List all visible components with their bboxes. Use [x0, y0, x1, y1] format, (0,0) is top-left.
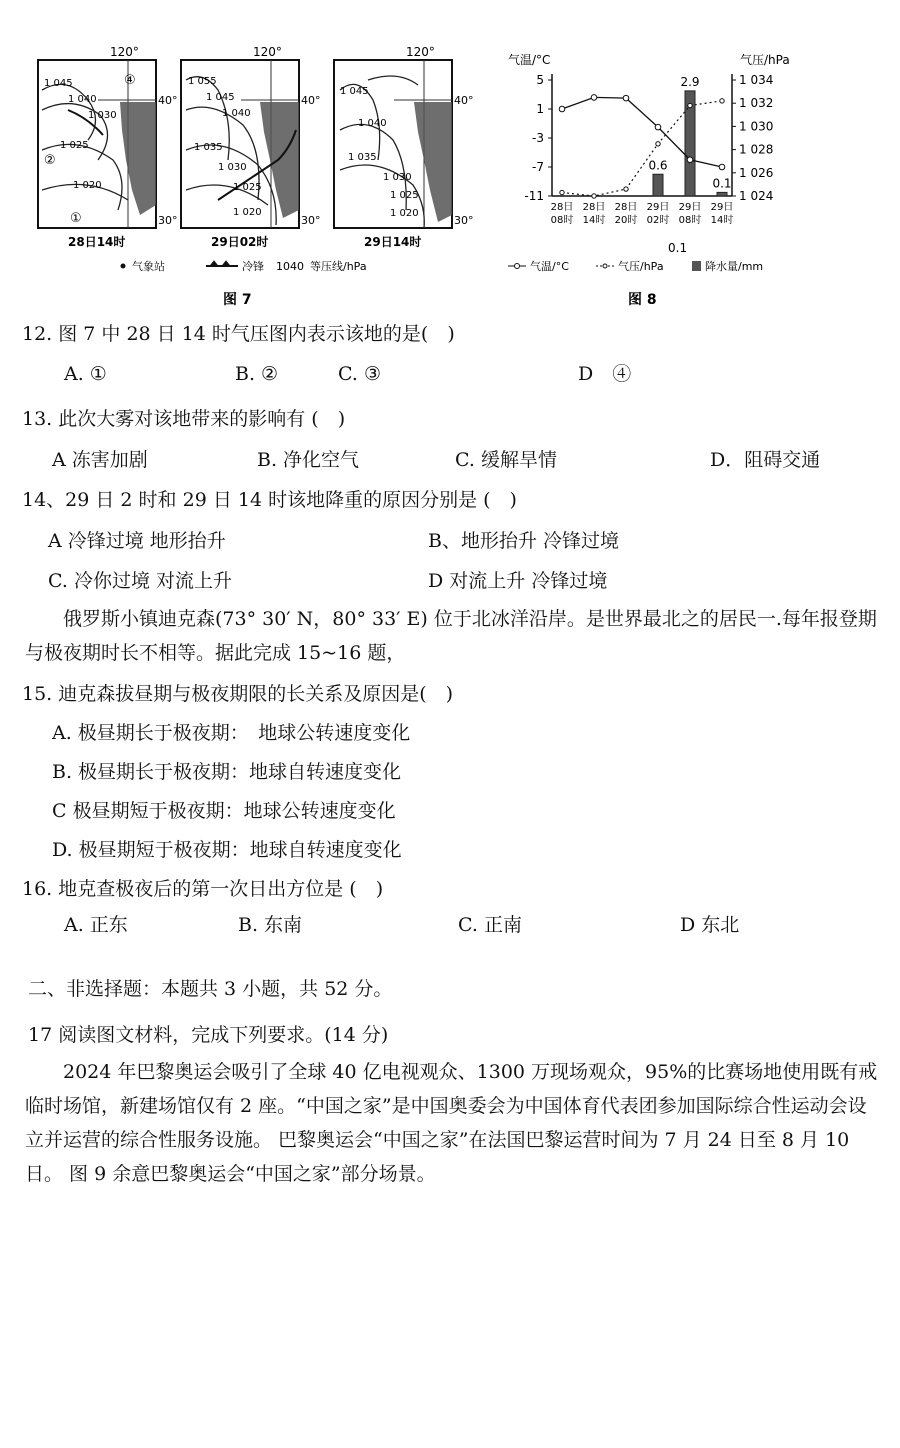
map1-station-2: ② — [44, 153, 56, 168]
q17-stem: 17 阅读图文材料，完成下列要求。(14 分) — [28, 1024, 389, 1046]
x-tick-label-day: 29日 — [646, 202, 670, 213]
q13-option-b[interactable]: B. 净化空气 — [257, 449, 360, 471]
section-2-heading: 二、非选择题：本题共 3 小题，共 52 分。 — [28, 978, 393, 1000]
map2-isobar-1035: 1 035 — [194, 142, 223, 153]
y-left-tick-label: 5 — [536, 73, 544, 87]
map3-isobar-1045: 1 045 — [340, 86, 369, 97]
y-right-tick-label: 1 026 — [739, 165, 774, 180]
y-left-tick-label: -7 — [532, 160, 544, 174]
x-tick-label-day: 29日 — [678, 202, 702, 213]
precip-bar — [653, 174, 663, 196]
map2-isobar-1040: 1 040 — [222, 108, 251, 119]
passage-dikson: 俄罗斯小镇迪克森(73° 30′ N，80° 33′ E) 位于北冰洋沿岸。是世界最北之的居民一.每年报登期与极夜期时长不相等。据此完成 15~16 题， — [25, 608, 877, 664]
pressure-point — [624, 187, 628, 191]
temp-point — [591, 95, 597, 101]
q14-option-a[interactable]: A 冷锋过境 地形抬升 — [48, 530, 226, 552]
map2-isobar-1055: 1 055 — [188, 76, 217, 87]
x-tick-label-day: 28日 — [550, 202, 574, 213]
map1-station-4: ④ — [124, 73, 136, 88]
legend-station: 气象站 — [132, 260, 165, 273]
y-left-tick-label: -11 — [524, 189, 544, 203]
q13-option-d[interactable]: D．阻碍交通 — [710, 449, 821, 471]
precip-bars — [648, 75, 731, 196]
map3-isobar-1030: 1 030 — [383, 172, 412, 183]
map3-lat-30: 30° — [454, 214, 474, 227]
map2-lat-30: 30° — [301, 214, 321, 227]
pressure-point — [720, 99, 724, 103]
q15-option-b[interactable]: B. 极昼期长于极夜期：地球自转速度变化 — [52, 761, 402, 783]
map3-isobar-1025: 1 025 — [390, 190, 419, 201]
map-29d14h — [334, 45, 474, 249]
q14-option-c[interactable]: C. 冷你过境 对流上升 — [48, 570, 232, 592]
temp-point — [559, 106, 565, 112]
map1-lon-label: 120° — [110, 45, 139, 59]
map2-time: 29日02时 — [211, 235, 269, 249]
legend-temp: 气温/°C — [530, 260, 569, 273]
precip-bar-label: 2.9 — [680, 74, 700, 89]
y-left-label: 气温/°C — [508, 53, 551, 67]
x-tick-label-day: 29日 — [710, 202, 734, 213]
map3-isobar-1040: 1 040 — [358, 118, 387, 129]
figure-8-chart — [500, 40, 880, 310]
q16-option-c[interactable]: C. 正南 — [458, 914, 522, 936]
x-tick-label-hour: 08时 — [678, 215, 702, 226]
y-right-tick-label: 1 034 — [739, 73, 774, 87]
x-tick-label-day: 28日 — [582, 202, 606, 213]
legend-isobar-value: 1040 — [276, 260, 304, 273]
legend-front: 冷锋 — [242, 260, 264, 273]
map1-isobar-1020: 1 020 — [73, 180, 102, 191]
y-right-tick-label: 1 024 — [739, 189, 774, 203]
precip-bar-label: 0.6 — [648, 158, 668, 173]
x-tick-label-hour: 14时 — [710, 215, 734, 226]
q12-option-d[interactable]: D ④ — [578, 363, 632, 385]
figure-8-legend — [508, 259, 763, 273]
pressure-point — [560, 190, 564, 194]
q13-stem: 13. 此次大雾对该地带来的影响有 ( ) — [22, 408, 346, 430]
q13-option-a[interactable]: A 冻害加剧 — [52, 449, 148, 471]
temp-point — [655, 124, 661, 130]
precip-bar-label: 0.1 — [712, 176, 732, 191]
q15-option-c[interactable]: C 极昼期短于极夜期：地球公转速度变化 — [52, 800, 396, 822]
map1-isobar-1040: 1 040 — [68, 94, 97, 105]
q14-option-d[interactable]: D 对流上升 冷锋过境 — [428, 570, 608, 592]
map3-lat-40: 40° — [454, 94, 474, 107]
map1-lat-40: 40° — [158, 94, 178, 107]
map2-isobar-1045: 1 045 — [206, 92, 235, 103]
figure-8-caption: 图 8 — [628, 292, 657, 308]
q12-option-b[interactable]: B. ② — [235, 363, 279, 385]
pressure-point — [688, 103, 692, 107]
map3-lon-label: 120° — [406, 45, 435, 59]
hour-mark: 0.1 — [668, 241, 688, 255]
temp-point — [687, 157, 693, 163]
q14-option-b[interactable]: B、地形抬升 冷锋过境 — [428, 530, 620, 552]
map1-isobar-1025: 1 025 — [60, 140, 89, 151]
map1-lat-30: 30° — [158, 214, 178, 227]
legend-precip: 降水量/mm — [705, 260, 764, 273]
map2-lat-40: 40° — [301, 94, 321, 107]
map2-isobar-1025: 1 025 — [233, 182, 262, 193]
map1-station-1: ① — [70, 211, 82, 226]
figure-7-pressure-maps — [28, 40, 474, 310]
temp-line — [562, 97, 722, 167]
map1-isobar-1030: 1 030 — [88, 110, 117, 121]
figures-area — [0, 40, 900, 315]
map-28d14h — [38, 45, 178, 249]
q12-option-a[interactable]: A. ① — [64, 363, 107, 385]
q17-passage: 2024 年巴黎奥运会吸引了全球 40 亿电视观众、1300 万现场观众，95%的比赛场地使用既有戒临时场馆，新建场馆仅有 2 座。“中国之家”是中国奥委会为中国体育代表团参加国际综合性运动会设立并运营的综合性服务设施。 巴黎奥运会“中国之家”在法国巴黎运营时间为 7 月 24 日至 8 月 10 日。 图 9 余意巴黎奥运会“中国之家”部分场景。 — [25, 1061, 878, 1185]
legend-isobar-label: 等压线/hPa — [310, 260, 367, 273]
map2-isobar-1030: 1 030 — [218, 162, 247, 173]
pressure-line — [562, 101, 722, 196]
x-tick-labels — [551, 201, 734, 226]
q13-option-c[interactable]: C. 缓解旱情 — [455, 449, 557, 471]
x-tick-label-hour: 14时 — [582, 215, 606, 226]
map3-isobar-1020: 1 020 — [390, 208, 419, 219]
x-tick-label-hour: 02时 — [646, 215, 670, 226]
temp-point — [719, 164, 725, 170]
y-right-tick-label: 1 028 — [739, 142, 774, 157]
y-right-tick-label: 1 030 — [739, 119, 774, 134]
figure-7-legend — [121, 259, 367, 273]
q12-option-c[interactable]: C. ③ — [338, 363, 381, 385]
q16-option-a[interactable]: A. 正东 — [64, 914, 128, 936]
q15-option-d[interactable]: D. 极昼期短于极夜期：地球自转速度变化 — [52, 839, 402, 861]
figure-7-caption: 图 7 — [223, 292, 252, 308]
y-right-tick-label: 1 032 — [739, 96, 774, 111]
precip-bar — [717, 192, 727, 196]
q12-stem: 12. 图 7 中 28 日 14 时气压图内表示该地的是( ) — [22, 323, 455, 345]
x-tick-label-day: 28日 — [614, 202, 638, 213]
q16-stem: 16. 地克查极夜后的第一次日出方位是 ( ) — [22, 878, 384, 900]
map-29d02h — [181, 45, 321, 249]
chart-axes — [524, 73, 773, 203]
temp-point — [623, 95, 629, 101]
q16-option-b[interactable]: B. 东南 — [238, 914, 303, 936]
map3-time: 29日14时 — [364, 235, 422, 249]
x-tick-label-hour: 20时 — [614, 215, 638, 226]
q16-option-d[interactable]: D 东北 — [680, 914, 740, 936]
legend-pressure: 气压/hPa — [618, 260, 664, 273]
map3-isobar-1035: 1 035 — [348, 152, 377, 163]
y-right-label: 气压/hPa — [740, 53, 790, 67]
q14-stem: 14、29 日 2 时和 29 日 14 时该地降重的原因分别是 ( ) — [22, 489, 517, 511]
x-tick-label-hour: 08时 — [550, 215, 574, 226]
pressure-point — [592, 194, 596, 198]
map1-time: 28日14时 — [68, 235, 126, 249]
q15-option-a[interactable]: A. 极昼期长于极夜期： 地球公转速度变化 — [52, 722, 411, 744]
y-left-tick-label: 1 — [536, 102, 544, 116]
y-left-tick-label: -3 — [532, 131, 544, 145]
series-lines — [559, 95, 725, 199]
map1-isobar-1045: 1 045 — [44, 78, 73, 89]
map2-isobar-1020: 1 020 — [233, 207, 262, 218]
map2-lon-label: 120° — [253, 45, 282, 59]
q15-stem: 15. 迪克森拔昼期与极夜期限的长关系及原因是( ) — [22, 683, 454, 705]
pressure-point — [656, 142, 660, 146]
